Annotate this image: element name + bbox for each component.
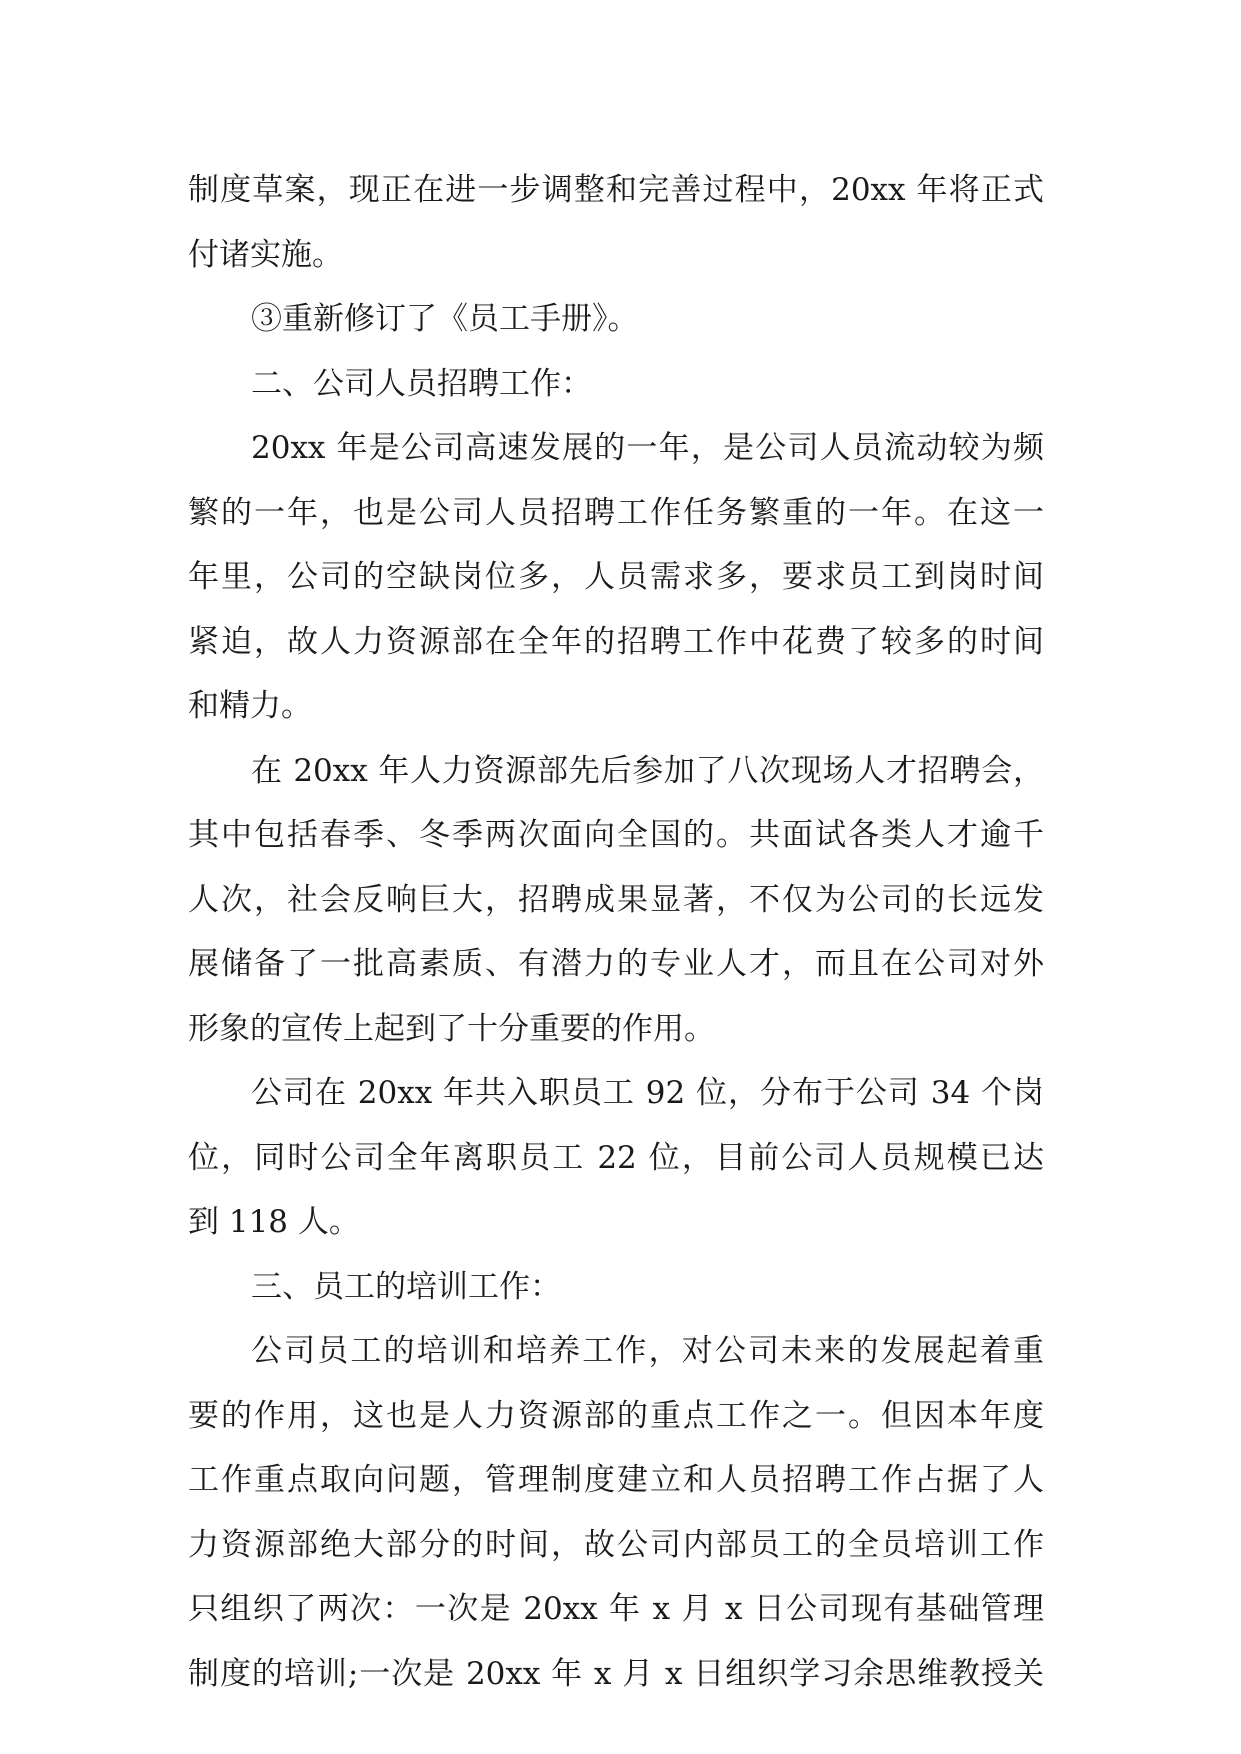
text-line: ③重新修订了《员工手册》。	[251, 301, 639, 337]
text-line: 力资源部绝大部分的时间，故公司内部员工的全员培训工作	[188, 1526, 1044, 1563]
text-line: 只组织了两次：一次是 20xx 年 x 月 x 日公司现有基础管理	[188, 1591, 1044, 1627]
text-line: 公司员工的培训和培养工作，对公司未来的发展起着重	[251, 1333, 1044, 1369]
text-line: 人次，社会反响巨大，招聘成果显著，不仅为公司的长远发	[188, 881, 1044, 918]
section-heading: 二、公司人员招聘工作：	[251, 365, 592, 402]
text-line: 制度的培训;一次是 20xx 年 x 月 x 日组织学习余思维教授关	[188, 1655, 1044, 1692]
text-line: 形象的宣传上起到了十分重要的作用。	[188, 1010, 715, 1047]
section-heading: 三、员工的培训工作：	[251, 1268, 561, 1305]
text-line: 付诸实施。	[188, 236, 343, 273]
text-line: 在 20xx 年人力资源部先后参加了八次现场人才招聘会，	[251, 752, 1044, 789]
text-line: 20xx 年是公司高速发展的一年，是公司人员流动较为频	[251, 430, 1044, 466]
text-line: 其中包括春季、冬季两次面向全国的。共面试各类人才逾千	[188, 817, 1044, 853]
text-line: 位，同时公司全年离职员工 22 位，目前公司人员规模已达	[188, 1139, 1044, 1176]
text-line: 繁的一年，也是公司人员招聘工作任务繁重的一年。在这一	[188, 494, 1044, 531]
text-line: 年里，公司的空缺岗位多，人员需求多，要求员工到岗时间	[188, 559, 1044, 595]
text-line: 展储备了一批高素质、有潜力的专业人才，而且在公司对外	[188, 946, 1044, 982]
text-line: 工作重点取向问题，管理制度建立和人员招聘工作占据了人	[188, 1462, 1044, 1498]
text-line: 制度草案，现正在进一步调整和完善过程中，20xx 年将正式	[188, 172, 1044, 208]
text-line: 和精力。	[188, 688, 312, 724]
text-line: 公司在 20xx 年共入职员工 92 位，分布于公司 34 个岗	[251, 1075, 1044, 1111]
document-body	[188, 158, 1068, 1706]
text-line: 紧迫，故人力资源部在全年的招聘工作中花费了较多的时间	[188, 623, 1044, 660]
text-line: 要的作用，这也是人力资源部的重点工作之一。但因本年度	[188, 1397, 1044, 1434]
text-line: 到 118 人。	[188, 1204, 360, 1240]
